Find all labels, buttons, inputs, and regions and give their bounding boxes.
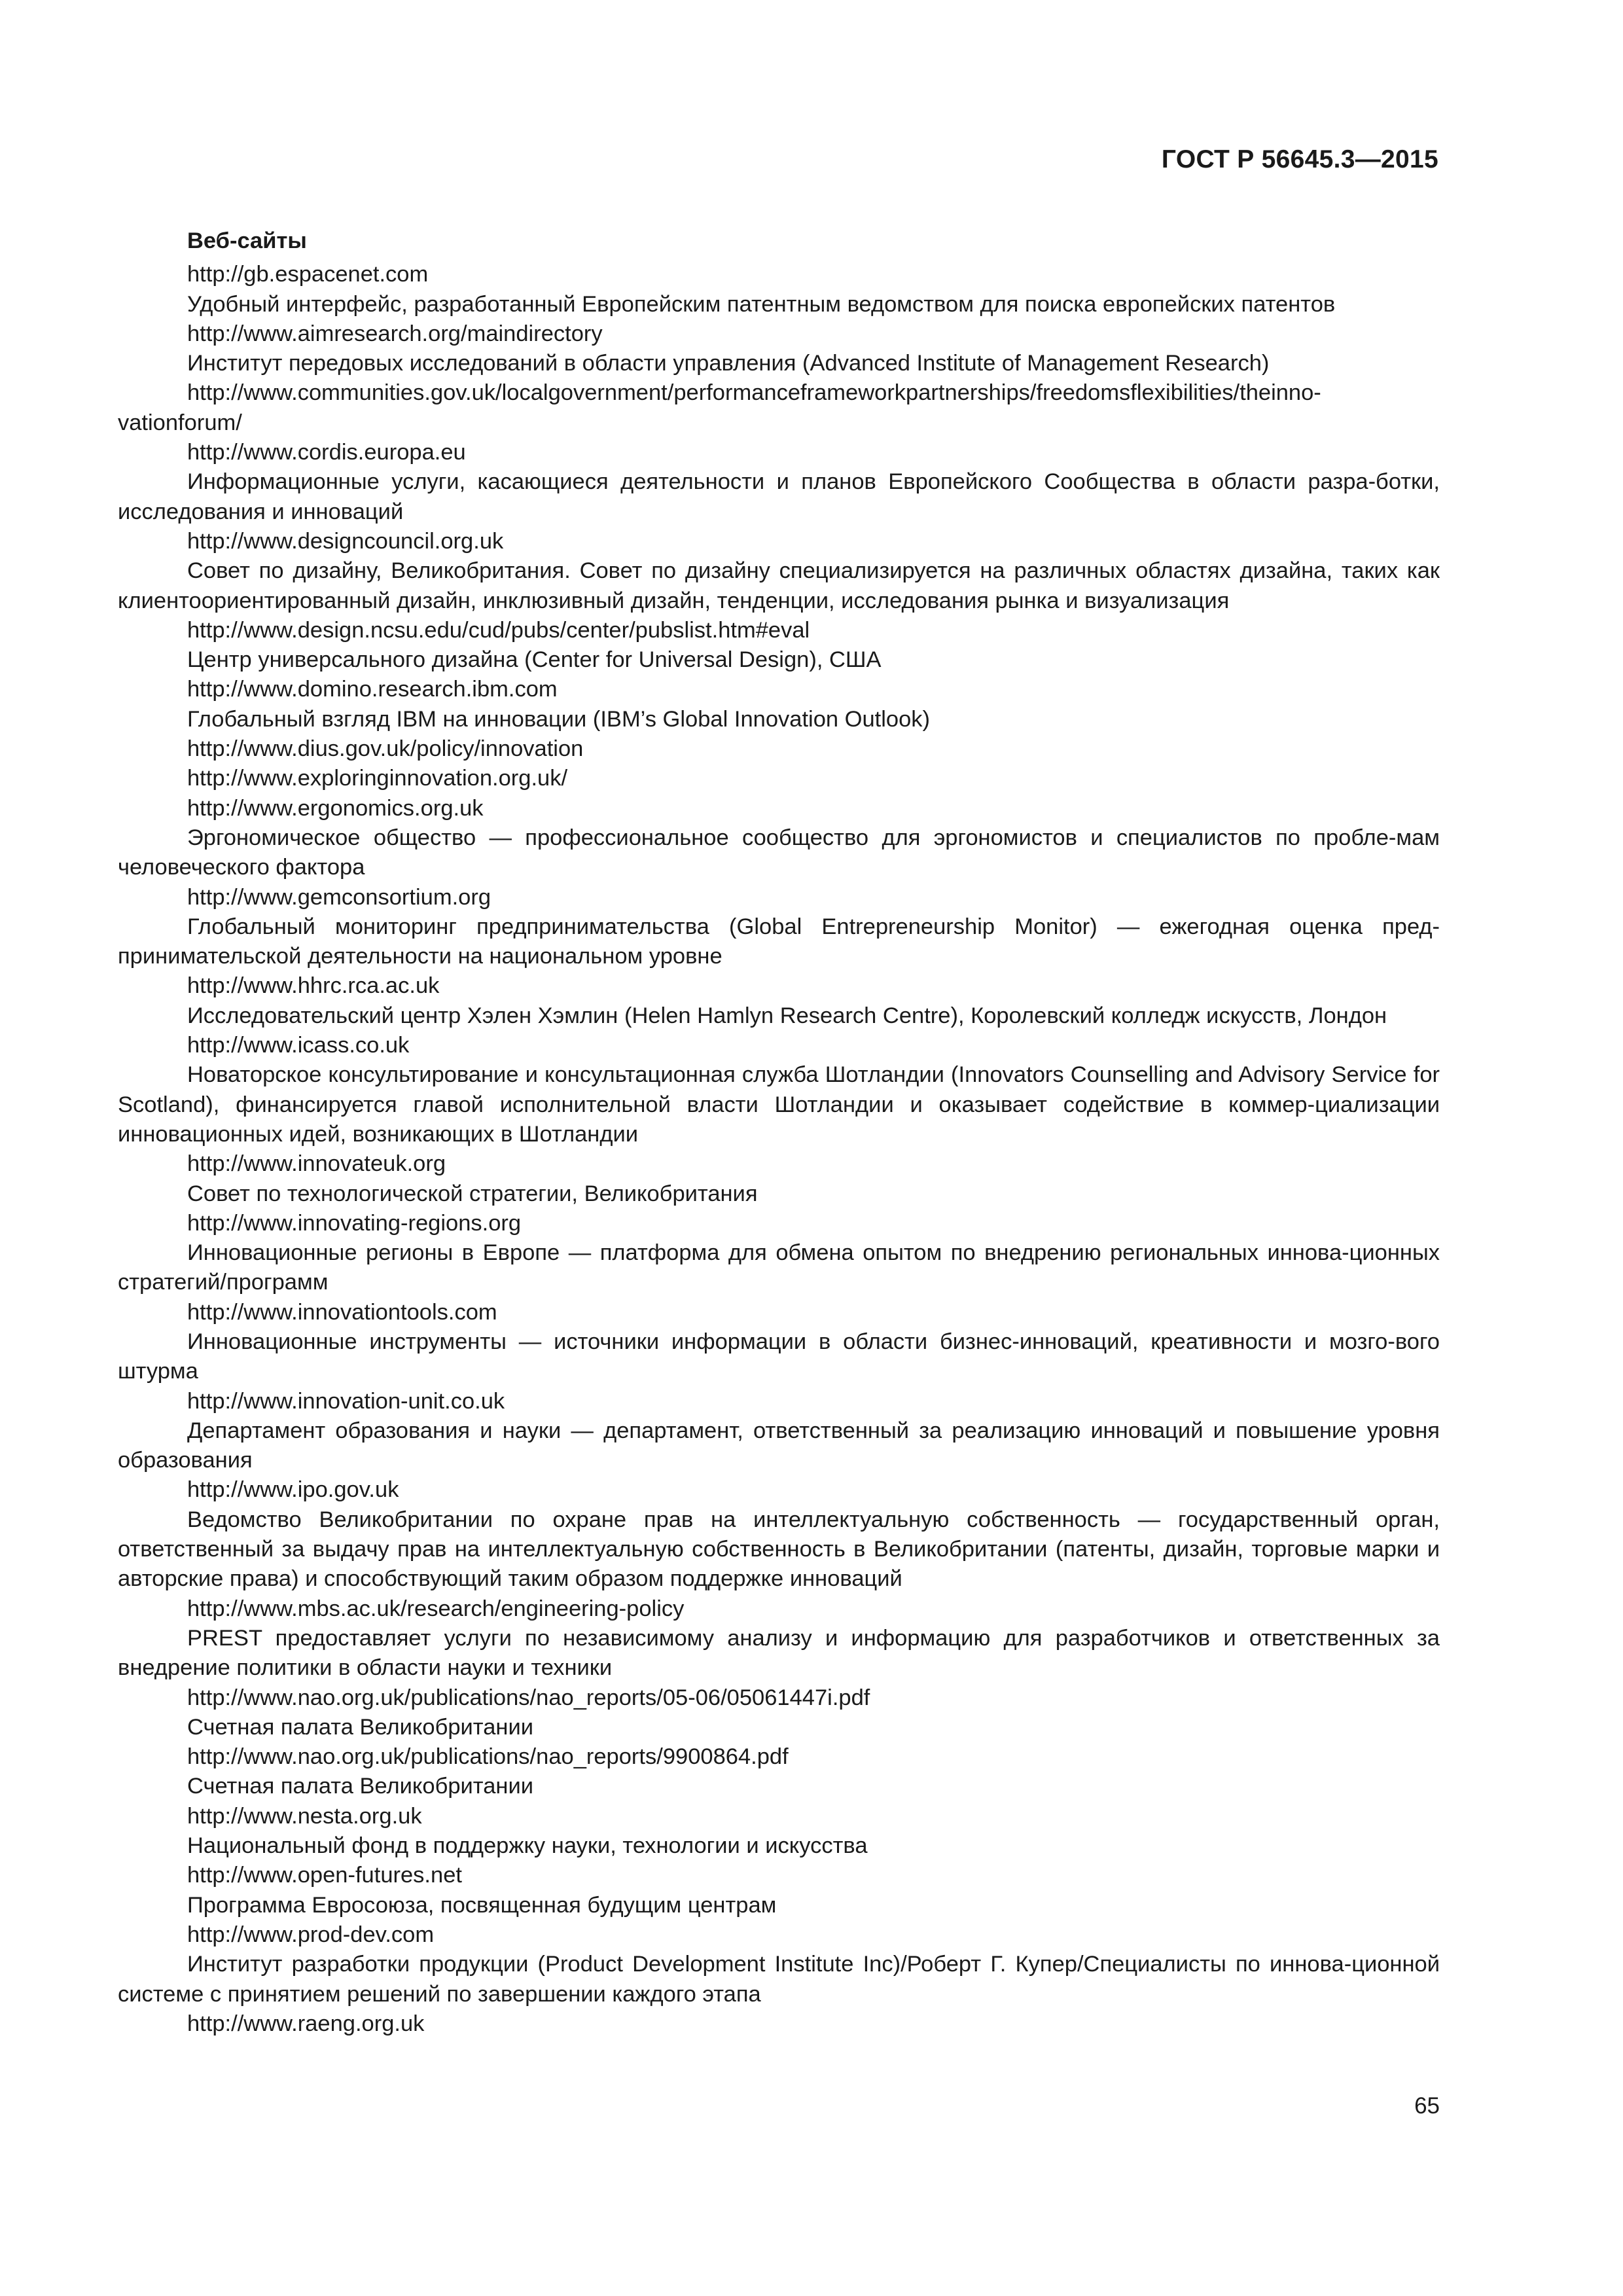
website-description: Удобный интерфейс, разработанный Европейским патентным ведомством для поиска европейских патентов (187, 291, 1336, 317)
website-url[interactable]: http://www.nao.org.uk/publications/nao_reports/05-06/05061447i.pdf (187, 1685, 870, 1710)
website-description: Совет по технологической стратегии, Великобритания (187, 1181, 758, 1206)
website-url[interactable]: http://www.nesta.org.uk (187, 1803, 422, 1829)
website-url[interactable]: http://www.raeng.org.uk (187, 2011, 425, 2036)
website-description: Национальный фонд в поддержку науки, технологии и искусства (187, 1833, 868, 1859)
website-description: Глобальный взгляд IBM на инновации (IBM’s Global Innovation Outlook) (187, 706, 931, 732)
website-url[interactable]: http://www.mbs.ac.uk/research/engineering-policy (187, 1596, 685, 1621)
website-url[interactable]: http://www.ipo.gov.uk (187, 1477, 399, 1503)
website-description: Глобальный мониторинг предпринимательства (Global Entrepreneurship Monitor) — ежегодная оценка пред-принимательской деятельности на национальном уровне (118, 914, 1440, 969)
website-description: Счетная палата Великобритании (187, 1774, 534, 1799)
website-description: Департамент образования и науки — департамент, ответственный за реализацию инноваций и повышение уровня образования (118, 1418, 1440, 1473)
website-description: Программа Евросоюза, посвященная будущим центрам (187, 1892, 777, 1918)
website-url[interactable]: http://www.design.ncsu.edu/cud/pubs/center/pubslist.htm#eval (187, 617, 810, 643)
website-url[interactable]: http://www.exploringinnovation.org.uk/ (187, 766, 568, 791)
website-description: Новаторское консультирование и консультационная служба Шотландии (Innovators Counselling and Advisory Service for Scotland), финансируется главой исполнительной власти Шотландии и оказывает содействие в коммер-циализации инновационных идей, возникающих в Шотландии (118, 1062, 1440, 1147)
website-url[interactable]: http://www.nao.org.uk/publications/nao_reports/9900864.pdf (187, 1744, 789, 1770)
website-description: Ведомство Великобритании по охране прав на интеллектуальную собственность — государственный орган, ответственный за выдачу прав на интеллектуальную собственность в Великобритании (патенты, дизайн, торговые марки и авторские права) и способствующий таким образом поддержке инноваций (118, 1507, 1440, 1592)
website-description: Счетная палата Великобритании (187, 1714, 534, 1740)
section-title: Веб-сайты (187, 228, 307, 253)
website-url[interactable]: http://www.cordis.europa.eu (187, 440, 466, 465)
website-description: PREST предоставляет услуги по независимому анализу и информацию для разработчиков и ответственных за внедрение политики в области науки и техники (118, 1625, 1440, 1681)
website-url[interactable]: http://www.aimresearch.org/maindirectory (187, 321, 603, 346)
website-url[interactable]: http://www.innovationtools.com (187, 1299, 497, 1325)
website-url[interactable]: http://www.gemconsortium.org (187, 884, 491, 910)
website-url[interactable]: http://www.communities.gov.uk/localgovernment/performanceframeworkpartnerships/freedomsflexibilities/theinno-vationforum/ (118, 380, 1321, 435)
website-url[interactable]: http://www.innovating-regions.org (187, 1210, 522, 1236)
website-description: Инновационные регионы в Европе — платформа для обмена опытом по внедрению региональных иннова-ционных стратегий/программ (118, 1240, 1440, 1295)
website-description: Информационные услуги, касающиеся деятельности и планов Европейского Сообщества в области разра-ботки, исследования и инноваций (118, 469, 1440, 524)
website-url[interactable]: http://www.designcouncil.org.uk (187, 528, 504, 554)
website-url[interactable]: http://www.domino.research.ibm.com (187, 677, 558, 702)
website-description: Институт передовых исследований в области управления (Advanced Institute of Management Research) (187, 351, 1270, 376)
website-description: Инновационные инструменты — источники информации в области бизнес-инноваций, креативности и мозго-вого штурма (118, 1329, 1440, 1384)
website-url[interactable]: http://www.ergonomics.org.uk (187, 795, 484, 821)
page-content (118, 226, 1440, 2039)
website-url[interactable]: http://www.hhrc.rca.ac.uk (187, 973, 440, 999)
website-url[interactable]: http://www.open-futures.net (187, 1863, 462, 1888)
website-description: Эргономическое общество — профессиональное сообщество для эргономистов и специалистов по пробле-мам человеческого фактора (118, 825, 1440, 880)
website-description: Центр универсального дизайна (Center for Universal Design), США (187, 647, 882, 673)
website-url[interactable]: http://www.prod-dev.com (187, 1922, 435, 1947)
website-url[interactable]: http://www.icass.co.uk (187, 1033, 410, 1058)
website-description: Совет по дизайну, Великобритания. Совет по дизайну специализируется на различных областях дизайна, таких как клиентоориентированный дизайн, инклюзивный дизайн, тенденции, исследования рынка и визуализация (118, 558, 1440, 613)
website-url[interactable]: http://www.innovateuk.org (187, 1151, 446, 1177)
website-url[interactable]: http://www.dius.gov.uk/policy/innovation (187, 736, 584, 762)
document-code-header: ГОСТ Р 56645.3—2015 (1161, 145, 1438, 173)
website-url[interactable]: http://gb.espacenet.com (187, 262, 429, 287)
website-description: Институт разработки продукции (Product Development Institute Inc)/Роберт Г. Купер/Специалисты по иннова-ционной системе с принятием решений по завершении каждого этапа (118, 1952, 1440, 2007)
website-description: Исследовательский центр Хэлен Хэмлин (Helen Hamlyn Research Centre), Королевский колледж искусств, Лондон (187, 1003, 1387, 1028)
page-number: 65 (1414, 2093, 1440, 2119)
website-url[interactable]: http://www.innovation-unit.co.uk (187, 1388, 505, 1414)
websites-list (118, 260, 1440, 2039)
